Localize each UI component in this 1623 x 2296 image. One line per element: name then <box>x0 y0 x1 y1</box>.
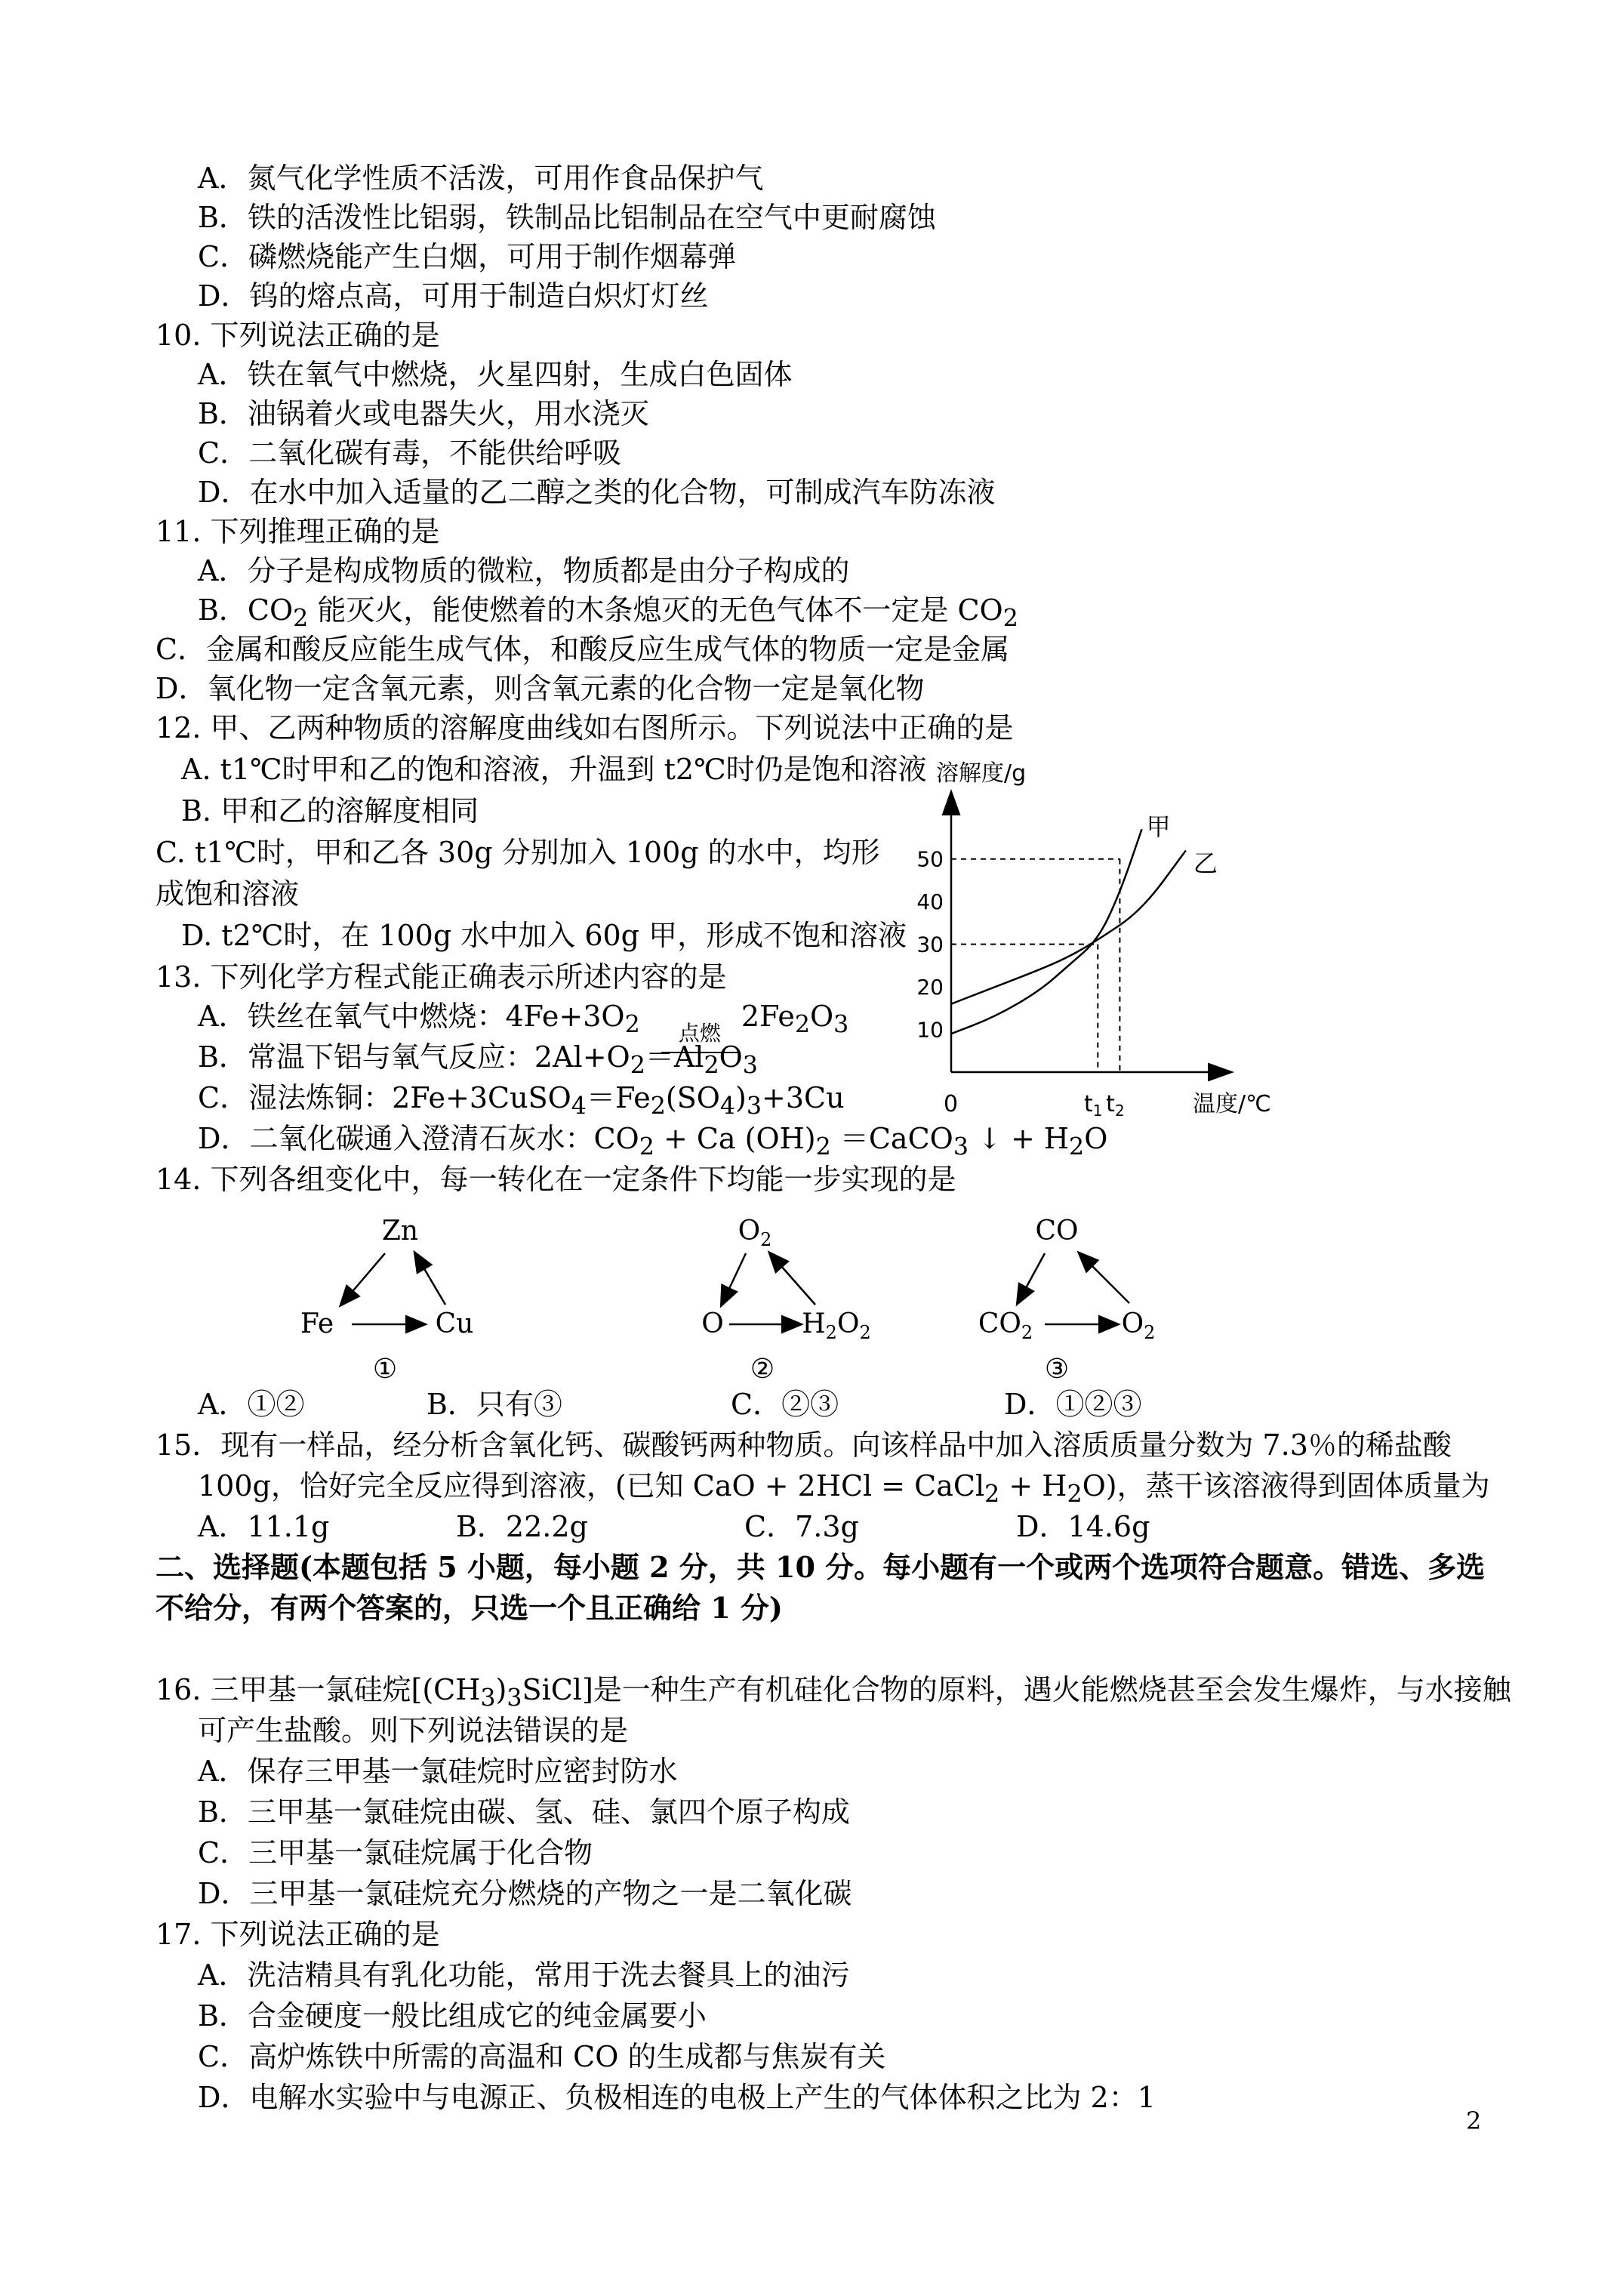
q17-option-a: A．洗洁精具有乳化功能，常用于洗去餐具上的油污 <box>198 1959 850 1992</box>
origin-label: 0 <box>944 1091 959 1117</box>
page-number: 2 <box>1466 2106 1482 2135</box>
arrow-cu-to-zn <box>415 1253 445 1305</box>
q10-option-b: B．油锅着火或电器失火，用水浇灭 <box>198 397 649 430</box>
q12-option-c-line1: C. t1℃时，甲和乙各 30g 分别加入 100g 的水中，均形 <box>156 836 880 869</box>
y-tick-label: 40 <box>916 889 944 915</box>
diagram1-right: Cu <box>435 1308 474 1339</box>
q15-option-d: D．14.6g <box>1016 1510 1150 1543</box>
reaction-condition-label: 点燃 <box>678 1021 721 1046</box>
arrow-co-to-co2 <box>1018 1253 1045 1303</box>
q11-option-b: B．$CO_2$ 能灭火，能使燃着的木条熄灭的无色气体不一定是 $CO_2$ <box>198 593 1018 633</box>
q16-stem-line2: 可产生盐酸。则下列说法错误的是 <box>198 1714 629 1747</box>
diagram3-right: $O_2$ <box>1121 1308 1156 1343</box>
q10-option-a: A．铁在氧气中燃烧，火星四射，生成白色固体 <box>198 358 793 391</box>
y-tick-label: 30 <box>916 932 944 957</box>
section2-heading-line2: 不给分，有两个答案的，只选一个且正确给 1 分) <box>156 1591 783 1625</box>
q17-stem: 17. 下列说法正确的是 <box>156 1918 440 1951</box>
solubility-chart <box>891 760 1271 1133</box>
q12-stem: 12. 甲、乙两种物质的溶解度曲线如右图所示。下列说法中正确的是 <box>156 711 1014 744</box>
diagram2-right: $H_2O_2$ <box>802 1308 871 1343</box>
x-tick-label-2: $t_2$ <box>1106 1091 1125 1120</box>
q12-option-c-line2: 成饱和溶液 <box>156 877 300 911</box>
diagram3-left: $CO_2$ <box>978 1308 1033 1343</box>
q17-option-c: C．高炉炼铁中所需的高温和 CO 的生成都与焦炭有关 <box>198 2040 886 2073</box>
diagram2-top: $O_2$ <box>738 1216 772 1250</box>
q9-option-c: C．磷燃烧能产生白烟，可用于制作烟幕弹 <box>198 240 737 273</box>
q15-option-b: B．22.2g <box>456 1510 588 1543</box>
q10-option-d: D．在水中加入适量的乙二醇之类的化合物，可制成汽车防冻液 <box>198 476 996 509</box>
arrow-o2-to-o <box>722 1253 746 1305</box>
q11-option-d: D．氧化物一定含氧元素，则含氧元素的化合物一定是氧化物 <box>156 672 925 705</box>
arrow-h2o2-to-o2 <box>770 1253 815 1305</box>
q16-option-a: A．保存三甲基一氯硅烷时应密封防水 <box>198 1755 678 1788</box>
q11-stem: 11. 下列推理正确的是 <box>156 515 440 548</box>
diagram3-number: ③ <box>1044 1354 1070 1385</box>
conversion-diagram-3 <box>966 1208 1208 1389</box>
q16-option-b: B．三甲基一氯硅烷由碳、氢、硅、氯四个原子构成 <box>198 1795 850 1829</box>
conversion-diagram-1 <box>294 1208 521 1389</box>
q13-option-c: C．湿法炼铜：$2Fe+3CuSO_4=Fe_2(SO_4)_3+3Cu$ <box>198 1081 845 1120</box>
q14-option-c: C．②③ <box>731 1388 839 1421</box>
q12-option-b: B. 甲和乙的溶解度相同 <box>181 794 479 827</box>
arrow-zn-to-fe <box>341 1253 385 1305</box>
q12-option-d: D. t2℃时，在 100g 水中加入 60g 甲，形成不饱和溶液 <box>181 919 907 952</box>
series-label-yi: 乙 <box>1193 849 1218 878</box>
y-tick-label: 20 <box>916 975 944 1000</box>
q17-option-d: D．电解水实验中与电源正、负极相连的电极上产生的气体体积之比为 2：1 <box>198 2081 1156 2114</box>
q16-option-d: D．三甲基一氯硅烷充分燃烧的产物之一是二氧化碳 <box>198 1877 852 1910</box>
diagram1-top: Zn <box>381 1216 419 1247</box>
x-tick-label-1: $t_1$ <box>1084 1091 1103 1120</box>
y-tick-label: 50 <box>916 846 944 872</box>
q14-option-a: A．①② <box>198 1388 305 1421</box>
y-tick-label: 10 <box>916 1017 944 1043</box>
q13-stem: 13. 下列化学方程式能正确表示所述内容的是 <box>156 960 727 994</box>
q11-option-a: A．分子是构成物质的微粒，物质都是由分子构成的 <box>198 554 850 587</box>
x-axis-label: 温度/℃ <box>1193 1091 1271 1117</box>
q9-option-a: A．氮气化学性质不活泼，可用作食品保护气 <box>198 162 764 195</box>
q13-option-d: D．二氧化碳通入澄清石灰水：$CO_2 + Ca$ $(OH)_2$ ＝CaCO$_3$ ↓ + $H_2O$ <box>198 1122 1108 1161</box>
curve-jia <box>951 829 1142 1034</box>
diagram1-number: ① <box>372 1354 398 1385</box>
series-label-jia: 甲 <box>1146 812 1171 842</box>
curve-yi <box>951 850 1186 1003</box>
q15-stem-line2: 100g，恰好完全反应得到溶液，(已知 CaO + 2HCl = CaCl$_2$ + $H_2O$)，蒸干该溶液得到固体质量为 <box>198 1469 1490 1509</box>
diagram2-left: O <box>701 1308 724 1339</box>
q10-option-c: C．二氧化碳有毒，不能供给呼吸 <box>198 436 622 470</box>
q12-option-a: A. t1℃时甲和乙的饱和溶液，升温到 t2℃时仍是饱和溶液 <box>181 753 927 786</box>
diagram1-left: Fe <box>300 1308 334 1339</box>
q17-option-b: B．合金硬度一般比组成它的纯金属要小 <box>198 1999 707 2032</box>
q14-option-d: D．①②③ <box>1004 1388 1142 1421</box>
q15-option-c: C．7.3g <box>744 1510 859 1543</box>
q9-option-b: B．铁的活泼性比铝弱，铁制品比铝制品在空气中更耐腐蚀 <box>198 201 936 234</box>
q14-option-b: B．只有③ <box>427 1388 562 1421</box>
conversion-diagram-2 <box>679 1208 906 1389</box>
q10-stem: 10. 下列说法正确的是 <box>156 319 440 352</box>
y-axis-label: 溶解度/g <box>936 760 1027 787</box>
q13-option-a: A．铁丝在氧气中燃烧：$4Fe+3O_2$ 点燃 $2Fe_2O_3$ <box>198 998 848 1043</box>
diagram3-top: CO <box>1035 1216 1079 1247</box>
q13-option-b: B．常温下铝与氧气反应：$2Al+O_2=Al_2O_3$ <box>198 1040 758 1080</box>
q9-option-d: D．钨的熔点高，可用于制造白炽灯灯丝 <box>198 279 709 313</box>
section2-heading-line1: 二、选择题(本题包括 5 小题，每小题 2 分，共 10 分。每小题有一个或两个选项符合题意。错选、多选 <box>156 1550 1486 1584</box>
q15-option-a: A．11.1g <box>198 1510 330 1543</box>
arrow-o2-to-co <box>1079 1253 1129 1303</box>
q16-stem-line1: 16. 三甲基一氯硅烷$[(CH_3)_3SiCl]$是一种生产有机硅化合物的原料，遇火能燃烧甚至会发生爆炸，与水接触 <box>156 1673 1511 1712</box>
q11-option-c: C．金属和酸反应能生成气体，和酸反应生成气体的物质一定是金属 <box>156 633 1010 666</box>
q15-stem-line1: 15．现有一样品，经分析含氧化钙、碳酸钙两种物质。向该样品中加入溶质质量分数为 7.3％的稀盐酸 <box>156 1428 1452 1462</box>
q16-option-c: C．三甲基一氯硅烷属于化合物 <box>198 1836 593 1869</box>
diagram2-number: ② <box>750 1354 775 1385</box>
q14-stem: 14. 下列各组变化中，每一转化在一定条件下均能一步实现的是 <box>156 1163 956 1196</box>
